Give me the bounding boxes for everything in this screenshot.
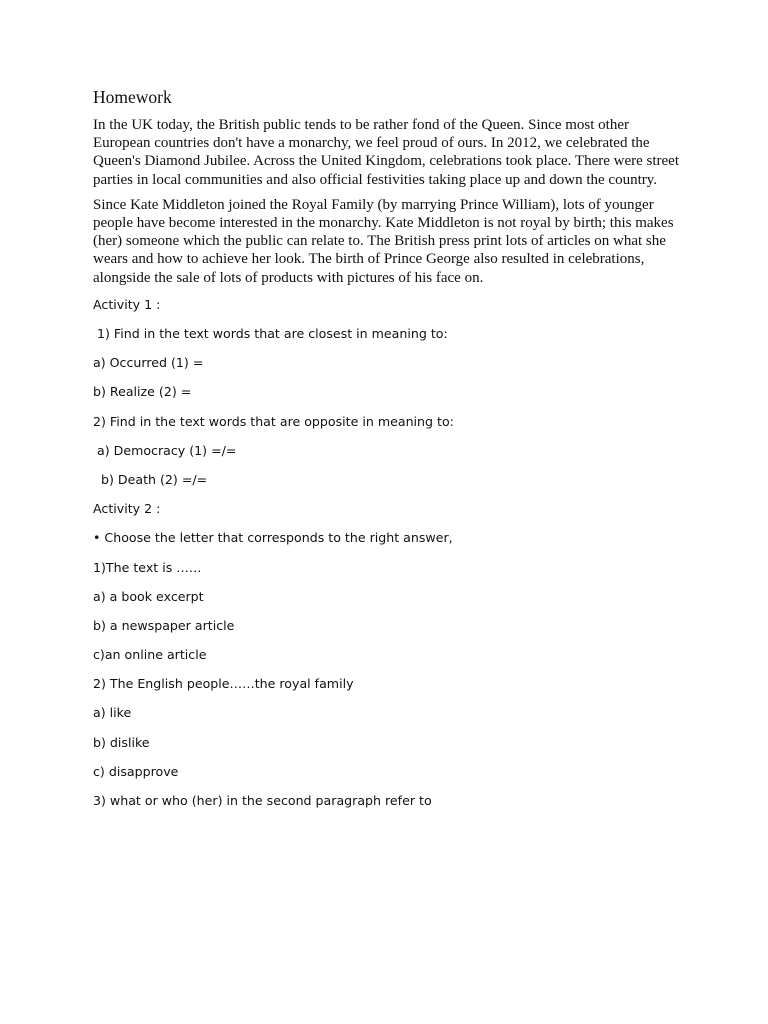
question-1-item-a: a) Occurred (1) = — [93, 355, 204, 371]
mcq-2-option-a: a) like — [93, 705, 132, 721]
activity-2-instruction: • Choose the letter that corresponds to the right answer, — [93, 530, 453, 546]
mcq-2-option-b: b) dislike — [93, 734, 150, 750]
question-1-prompt: 1) Find in the text words that are closest in meaning to: — [93, 326, 448, 342]
question-2-item-a: a) Democracy (1) =/= — [93, 442, 237, 458]
activity-2-heading: Activity 2 : — [93, 501, 161, 517]
mcq-2-option-c: c) disapprove — [93, 763, 179, 779]
question-2-item-b: b) Death (2) =/= — [93, 471, 208, 487]
mcq-2-prompt: 2) The English people……the royal family — [93, 676, 354, 692]
mcq-1-option-a: a) a book excerpt — [93, 588, 204, 604]
mcq-1-option-b: b) a newspaper article — [93, 617, 235, 633]
question-2-prompt: 2) Find in the text words that are opposite in meaning to: — [93, 413, 454, 429]
activity-1-heading: Activity 1 : — [93, 296, 161, 312]
mcq-3-prompt: 3) what or who (her) in the second paragraph refer to — [93, 793, 432, 809]
mcq-1-prompt: 1)The text is …… — [93, 559, 202, 575]
paragraph-1: In the UK today, the British public tends to be rather fond of the Queen. Since most other European countries don't have a monarchy, we feel proud of ours. In 2012, we celebrated the Queen's Diamond Jubilee. Across the United Kingdom, celebrations took place. There were street parties in local communities and also official festivities taking place up and down the country. — [93, 117, 680, 188]
document-title: Homework — [93, 87, 172, 107]
mcq-1-option-c: c)an online article — [93, 647, 207, 663]
question-1-item-b: b) Realize (2) = — [93, 384, 192, 400]
paragraph-2: Since Kate Middleton joined the Royal Family (by marrying Prince William), lots of younger people have become interested in the monarchy. Kate Middleton is not royal by birth; this makes (her) someone which the public can relate to. The British press print lots of articles on what she wears and how to achieve her look. The birth of Prince George also resulted in celebrations, alongside the sale of lots of products with pictures of his face on. — [93, 196, 674, 286]
document-page — [93, 86, 683, 821]
